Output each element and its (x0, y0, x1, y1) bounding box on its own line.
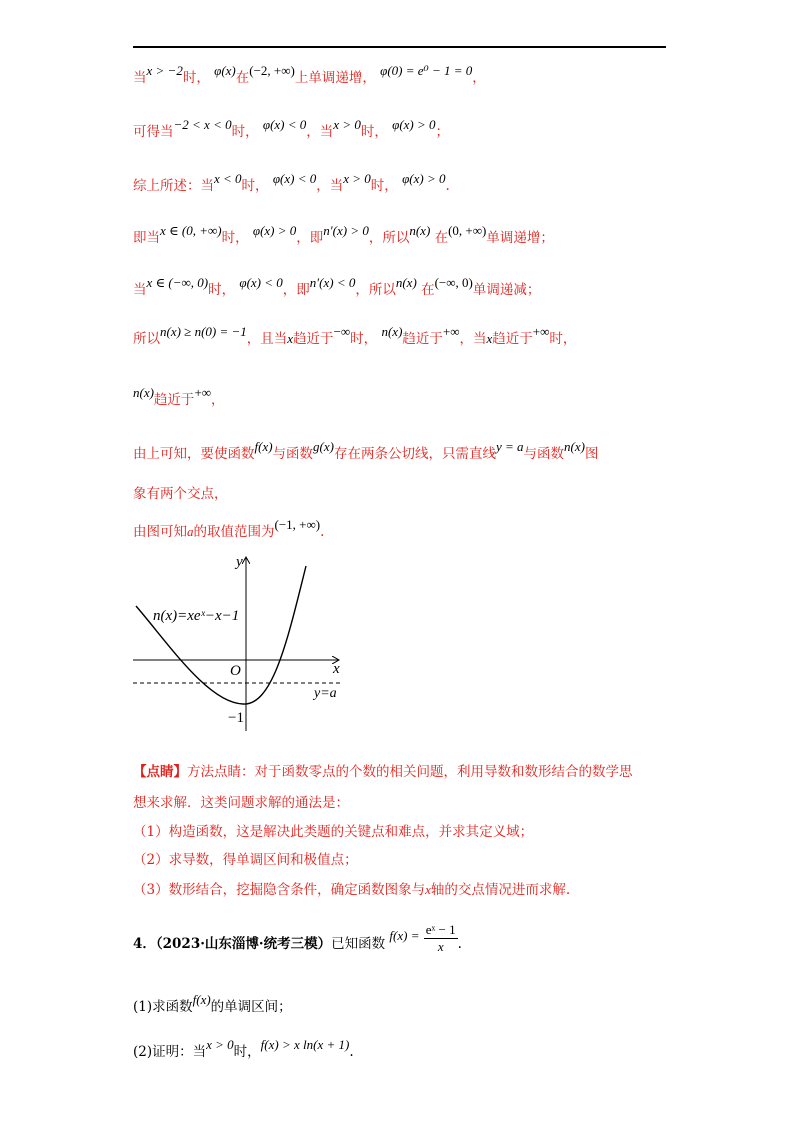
solution-line-7 (133, 385, 225, 408)
solution-line-5 (133, 275, 541, 298)
minus-one-label: −1 (228, 710, 244, 726)
math: φ(x) < 0 (239, 275, 283, 290)
header-rule (133, 46, 666, 48)
text: 时， (350, 331, 378, 347)
math: x ∈ (−∞, 0) (146, 275, 209, 290)
line-label: y=a (314, 686, 337, 701)
math: φ(x) > 0 (402, 171, 446, 186)
math: x (287, 331, 294, 346)
y-axis-label: y (236, 554, 243, 570)
text: . (445, 178, 450, 194)
text: 上单调递增， (294, 70, 376, 86)
text: 与函数 (272, 446, 314, 462)
math: φ(x) > 0 (392, 117, 436, 132)
math: n(x) (133, 385, 154, 400)
text: 时， (360, 124, 388, 140)
math: φ(x) (214, 63, 236, 78)
math: x > 0 (206, 1037, 234, 1052)
text: . (457, 936, 462, 952)
text: 图 (584, 446, 599, 462)
math: φ(0) = e⁰ − 1 = 0 (380, 63, 473, 78)
text: 在 (434, 230, 449, 246)
solution-line-8 (133, 439, 599, 462)
function-graph (128, 548, 348, 734)
solution-line-2 (133, 117, 450, 140)
text: 趋近于 (293, 331, 334, 347)
text: 轴的交点情况进而求解. (430, 882, 571, 898)
tip-line-3 (133, 820, 533, 840)
math: +∞ (442, 324, 460, 339)
text: 已知函数 (331, 936, 386, 952)
text: 可得当 (133, 124, 174, 140)
tip-line-4 (133, 848, 358, 868)
math: n(x) (395, 275, 417, 290)
math: y = a (495, 439, 524, 454)
text: ， (211, 392, 225, 408)
text: 存在两条公切线，只需直线 (333, 446, 496, 462)
math: (−∞, 0) (434, 275, 473, 290)
text: 时， (221, 230, 249, 246)
text: ，所以 (368, 230, 410, 246)
text: 趋近于 (402, 331, 443, 347)
math: x (425, 882, 431, 897)
math: (0, +∞) (448, 223, 487, 238)
text: 单调递增； (486, 230, 554, 246)
question-4-part-1 (133, 992, 292, 1015)
text: 时， (370, 178, 398, 194)
question-4-part-2 (133, 1037, 354, 1060)
math: +∞ (194, 385, 212, 400)
text: 时， (241, 178, 269, 194)
solution-line-1 (133, 63, 486, 86)
math: x (486, 331, 493, 346)
text: 时， (182, 70, 210, 86)
text: 在 (421, 282, 435, 298)
math: x > −2 (146, 63, 183, 78)
text: . (349, 1044, 354, 1060)
tip-line-5 (133, 878, 570, 898)
math: −2 < x < 0 (173, 117, 232, 132)
math: n′(x) > 0 (323, 223, 369, 238)
text: 的取值范围为 (193, 524, 275, 540)
fraction (424, 922, 458, 955)
math: a (187, 524, 194, 539)
solution-line-9 (133, 482, 228, 502)
math: (−1, +∞) (274, 517, 321, 532)
text: ； (435, 124, 450, 140)
text: ，即 (296, 230, 324, 246)
denominator: x (437, 939, 444, 954)
math: n(x) (381, 324, 403, 339)
text: 趋近于 (153, 392, 195, 408)
x-axis-label: x (333, 661, 340, 677)
math: f(x) > x ln(x + 1) (260, 1037, 350, 1052)
math: n(x) (564, 439, 585, 454)
text: ，即 (282, 282, 310, 298)
math: φ(x) < 0 (262, 117, 307, 132)
numerator: eˣ − 1 (425, 922, 456, 937)
text: 由上可知，要使函数 (133, 446, 255, 462)
text: ，当 (459, 331, 487, 347)
text: 方法点睛：对于函数零点的个数的相关问题，利用导数和数形结合的数学思 (187, 764, 633, 780)
tip-line-2 (133, 791, 349, 811)
math: f(x) = (389, 928, 420, 943)
math: +∞ (532, 324, 550, 339)
text: ，当 (306, 124, 334, 140)
text: ，当 (316, 178, 344, 194)
solution-line-3 (133, 171, 450, 194)
text: 与函数 (523, 446, 565, 462)
text: 时， (208, 282, 236, 298)
text: ， (472, 70, 486, 86)
math: φ(x) > 0 (252, 223, 297, 238)
math: φ(x) < 0 (272, 171, 317, 186)
text: 象有两个交点， (133, 486, 228, 502)
tip-tag: 【点睛】 (133, 764, 187, 780)
math: x ∈ (0, +∞) (160, 223, 222, 238)
math: n′(x) < 0 (309, 275, 356, 290)
solution-line-6 (133, 324, 577, 347)
tip-line-1 (133, 760, 633, 780)
question-source: 4．（2023·山东淄博·统考三模） (133, 936, 332, 952)
math: x < 0 (214, 171, 242, 186)
curve-label: n(x)=xeˣ−x−1 (153, 608, 240, 624)
text: 在 (235, 70, 250, 86)
text: 时， (231, 124, 259, 140)
text: (2)证明：当 (133, 1044, 207, 1060)
question-4 (133, 922, 462, 961)
text: 时， (233, 1044, 261, 1060)
text: 的单调区间； (210, 999, 292, 1015)
text: 时， (549, 331, 577, 347)
text: 综上所述：当 (133, 178, 214, 194)
solution-line-4 (133, 223, 554, 246)
math: (−2, +∞) (249, 63, 295, 78)
text: (1)求函数 (133, 999, 193, 1015)
text: 当 (133, 70, 147, 86)
origin-label: O (230, 663, 241, 679)
text: 由图可知 (133, 524, 187, 540)
text: （2）求导数，得单调区间和极值点； (133, 852, 358, 868)
text: . (320, 524, 325, 540)
text: 所以 (133, 331, 160, 347)
math: n(x) ≥ n(0) = −1 (160, 324, 247, 339)
text: 当 (133, 282, 147, 298)
text: ，且当 (246, 331, 288, 347)
solution-line-10 (133, 517, 325, 540)
text: ，所以 (355, 282, 396, 298)
text: 想来求解．这类问题求解的通法是： (133, 795, 349, 811)
text: （1）构造函数，这是解决此类题的关键点和难点，并求其定义域； (133, 824, 534, 840)
text: （3）数形结合，挖掘隐含条件，确定函数图象与 (133, 882, 426, 898)
math: n(x) (409, 223, 431, 238)
math: g(x) (313, 439, 334, 454)
math: x > 0 (343, 171, 371, 186)
text: 趋近于 (492, 331, 533, 347)
text: 即当 (133, 230, 160, 246)
math: f(x) (254, 439, 273, 454)
math: x > 0 (333, 117, 361, 132)
text: 单调递减； (472, 282, 541, 298)
math: f(x) (192, 992, 211, 1007)
math: −∞ (333, 324, 351, 339)
